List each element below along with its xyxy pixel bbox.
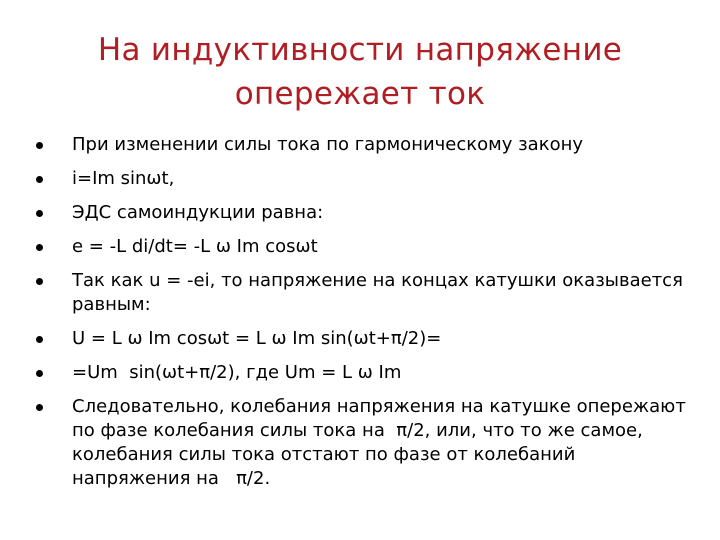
bullet-icon — [36, 176, 43, 183]
bullet-icon — [36, 336, 43, 343]
bullet-icon — [36, 210, 43, 217]
bullet-icon — [36, 278, 43, 285]
bullet-text: e = -L di/dt= -L ω Im cosωt — [72, 236, 318, 257]
bullet-item — [36, 327, 696, 351]
slide-title-line-1: На индуктивности напряжение — [97, 32, 623, 68]
bullet-text: i=Im sinωt, — [72, 168, 175, 189]
bullet-icon — [36, 142, 43, 149]
slide-title — [20, 28, 700, 116]
bullet-text: Следовательно, колебания напряжения на катушке опережают по фазе колебания силы тока на π/2, или, что то же самое, колебания силы тока отстают по фазе от колебаний напряжения на π/2. — [72, 396, 692, 489]
bullet-text: ЭДС самоиндукции равна: — [72, 202, 324, 223]
bullet-icon — [36, 404, 43, 411]
bullet-item — [36, 235, 696, 259]
bullet-item — [36, 201, 696, 225]
bullet-item — [36, 269, 696, 317]
bullet-text: При изменении силы тока по гармоническому закону — [72, 134, 584, 155]
bullet-icon — [36, 370, 43, 377]
bullet-item — [36, 395, 696, 491]
bullet-icon — [36, 244, 43, 251]
bullet-text: U = L ω Im cosωt = L ω Im sin(ωt+π/2)= — [72, 328, 442, 349]
bullet-item — [36, 133, 696, 157]
bullet-text: Так как u = -ei, то напряжение на концах катушки оказывается равным: — [72, 270, 689, 315]
slide-title-line-2: опережает ток — [234, 76, 486, 112]
bullet-item — [36, 361, 696, 385]
bullet-text: =Um sin(ωt+π/2), где Um = L ω Im — [72, 362, 402, 383]
bullet-list — [36, 133, 696, 501]
bullet-item — [36, 167, 696, 191]
